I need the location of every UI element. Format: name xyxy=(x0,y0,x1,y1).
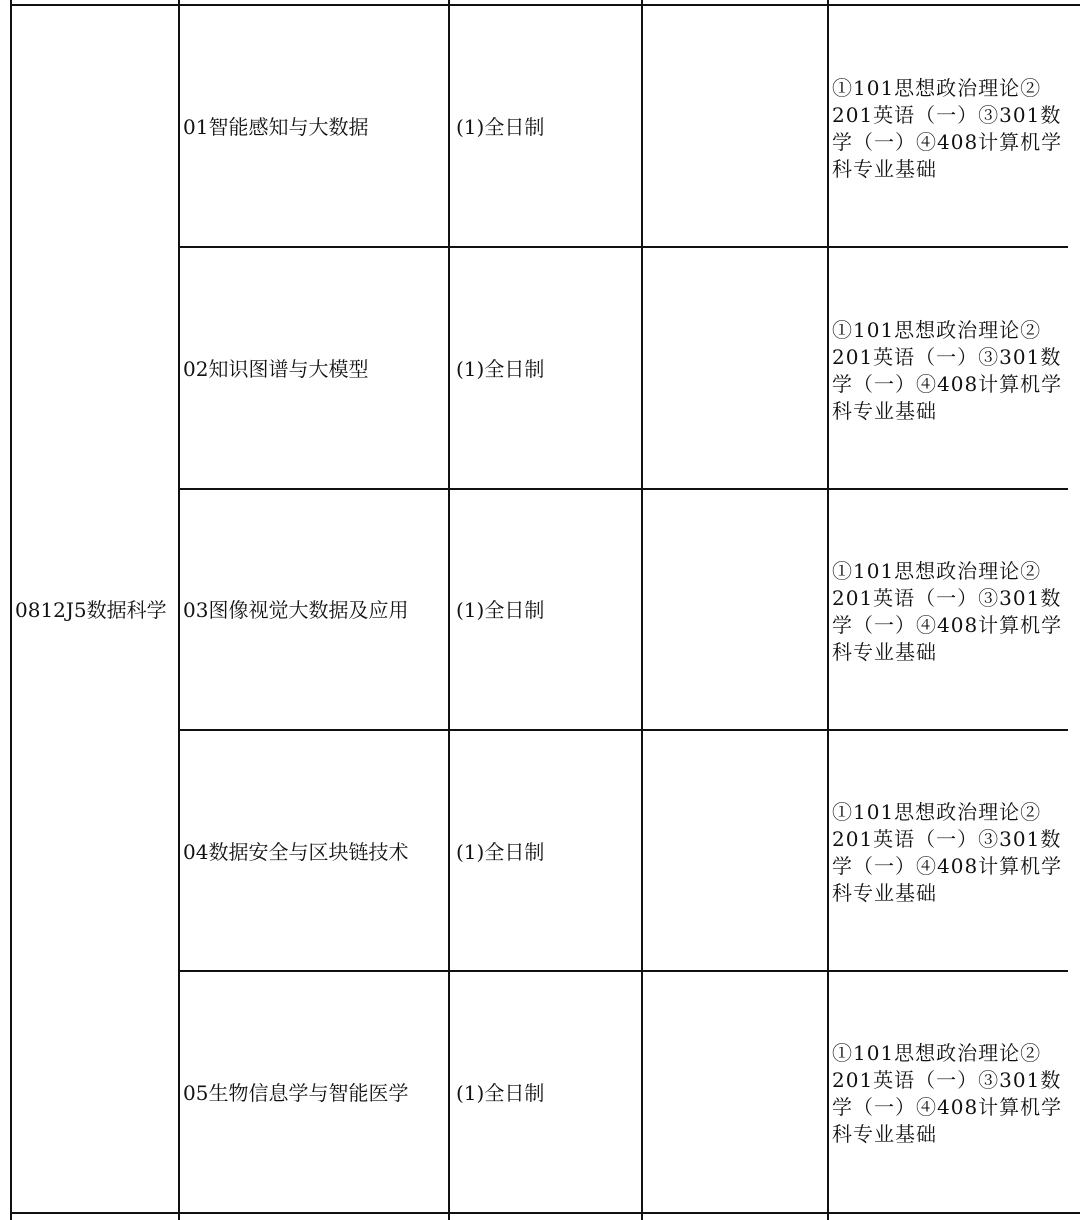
grid-line-v3 xyxy=(448,0,450,1220)
exam-line: ①101思想政治理论② xyxy=(832,800,1042,824)
exam-line: 科专业基础 xyxy=(832,881,937,905)
exam-line: ①101思想政治理论② xyxy=(832,76,1042,100)
exam-line: 201英语（一）③301数 xyxy=(832,1068,1062,1092)
row-separator-3 xyxy=(178,729,1068,731)
direction-01: 01智能感知与大数据 xyxy=(183,115,369,139)
exam-subjects-05 xyxy=(832,1040,1067,1148)
grid-line-v1 xyxy=(10,0,12,1220)
row-separator-4 xyxy=(178,970,1068,972)
exam-line: 201英语（一）③301数 xyxy=(832,827,1062,851)
exam-line: 201英语（一）③301数 xyxy=(832,345,1062,369)
grid-line-v2 xyxy=(178,0,180,1220)
exam-subjects-02 xyxy=(832,317,1067,425)
grid-line-v5 xyxy=(827,0,829,1220)
exam-line: ①101思想政治理论② xyxy=(832,1041,1042,1065)
exam-subjects-01 xyxy=(832,75,1067,183)
study-mode-04: (1)全日制 xyxy=(456,840,545,864)
exam-line: 学（一）④408计算机学 xyxy=(832,372,1063,396)
exam-line: 学（一）④408计算机学 xyxy=(832,854,1063,878)
grid-line-top xyxy=(10,4,1080,6)
exam-subjects-04 xyxy=(832,799,1067,907)
exam-line: 学（一）④408计算机学 xyxy=(832,1095,1063,1119)
exam-line: 科专业基础 xyxy=(832,640,937,664)
exam-line: 学（一）④408计算机学 xyxy=(832,130,1063,154)
direction-05: 05生物信息学与智能医学 xyxy=(183,1081,409,1105)
direction-02: 02知识图谱与大模型 xyxy=(183,357,369,381)
exam-line: ①101思想政治理论② xyxy=(832,559,1042,583)
grid-line-bottom xyxy=(10,1212,1080,1214)
exam-line: 科专业基础 xyxy=(832,157,937,181)
exam-line: 201英语（一）③301数 xyxy=(832,586,1062,610)
exam-line: 学（一）④408计算机学 xyxy=(832,613,1063,637)
study-mode-03: (1)全日制 xyxy=(456,598,545,622)
major-name: 0812J5数据科学 xyxy=(15,598,167,622)
row-separator-2 xyxy=(178,488,1068,490)
exam-line: 科专业基础 xyxy=(832,1122,937,1146)
study-mode-05: (1)全日制 xyxy=(456,1081,545,1105)
exam-line: 201英语（一）③301数 xyxy=(832,103,1062,127)
study-mode-02: (1)全日制 xyxy=(456,357,545,381)
grid-line-v4 xyxy=(641,0,643,1220)
direction-04: 04数据安全与区块链技术 xyxy=(183,840,409,864)
row-separator-1 xyxy=(178,246,1068,248)
study-mode-01: (1)全日制 xyxy=(456,115,545,139)
exam-line: 科专业基础 xyxy=(832,399,937,423)
direction-03: 03图像视觉大数据及应用 xyxy=(183,598,409,622)
exam-subjects-03 xyxy=(832,558,1067,666)
exam-line: ①101思想政治理论② xyxy=(832,318,1042,342)
